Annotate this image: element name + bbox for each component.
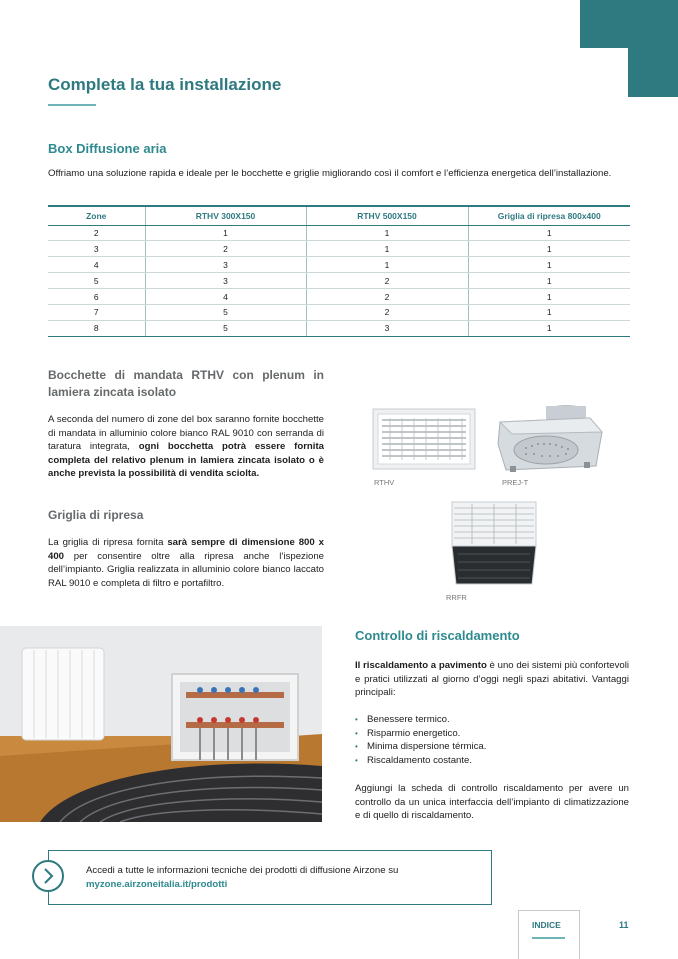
cta-text xyxy=(86,864,398,892)
controllo-intro-rest: è uno dei sistemi più confortevoli e pratici utilizzati al giorno d’oggi negli spazi abitativi. Vantaggi principali: xyxy=(355,660,629,698)
controllo-intro-bold: Il riscaldamento a pavimento xyxy=(355,660,487,671)
table-row xyxy=(48,225,630,241)
chevron-right-icon xyxy=(34,862,62,890)
table-cell: 3 xyxy=(48,241,145,257)
rthv-grille-image xyxy=(372,408,476,470)
griglia-text xyxy=(48,536,324,590)
table-cell: 6 xyxy=(48,289,145,305)
controllo-outro: Aggiungi la scheda di controllo riscaldamento per avere un controllo da un unica interfaccia dell’impianto di climatizzazione e di quello di riscaldamento. xyxy=(355,783,629,821)
bocchette-title: Bocchette di mandata RTHV con plenum in lamiera zincata isolato xyxy=(48,368,324,399)
controllo-title: Controllo di riscaldamento xyxy=(355,628,520,643)
griglia-title: Griglia di ripresa xyxy=(48,508,144,522)
corner-decoration xyxy=(580,0,678,48)
table-row xyxy=(48,289,630,305)
corner-decoration xyxy=(628,48,678,97)
rrfr-grille-image xyxy=(450,500,538,588)
table-cell: 4 xyxy=(48,257,145,273)
list-item: • Riscaldamento costante. xyxy=(355,754,486,768)
list-item: • Benessere termico. xyxy=(355,713,486,727)
table-cell: 1 xyxy=(468,320,630,336)
table-cell: 2 xyxy=(48,225,145,241)
benefits-list xyxy=(355,713,486,767)
table-cell: 1 xyxy=(468,257,630,273)
bocchette-text-plain: A seconda del numero di zone del box saranno fornite bocchette di mandata in alluminio colore bianco RAL 9010 con serranda di taratura integrata, xyxy=(48,414,324,452)
table-cell: 5 xyxy=(48,273,145,289)
table-cell: 5 xyxy=(145,304,306,320)
cta-link[interactable]: myzone.airzoneitalia.it/prodotti xyxy=(86,879,228,890)
table-cell: 3 xyxy=(306,320,468,336)
table-cell: 1 xyxy=(468,225,630,241)
griglia-text-bold: sarà sempre di dimensione 800 x 400 xyxy=(48,537,324,562)
index-underline xyxy=(532,937,565,939)
table-cell: 7 xyxy=(48,304,145,320)
bocchette-text xyxy=(48,413,324,481)
underfloor-heating-photo xyxy=(0,626,322,822)
table-cell: 2 xyxy=(306,304,468,320)
page-number: 11 xyxy=(619,920,629,930)
table-cell: 1 xyxy=(306,257,468,273)
table-row xyxy=(48,320,630,336)
title-underline xyxy=(48,104,96,106)
table-row xyxy=(48,304,630,320)
griglia-text-a: La griglia di ripresa fornita xyxy=(48,537,168,548)
table-header: RTHV 500X150 xyxy=(306,206,468,225)
table-cell: 5 xyxy=(145,320,306,336)
table-cell: 2 xyxy=(306,289,468,305)
controllo-intro xyxy=(355,659,629,700)
table-cell: 3 xyxy=(145,257,306,273)
table-cell: 1 xyxy=(468,289,630,305)
table-cell: 1 xyxy=(306,225,468,241)
table-cell: 2 xyxy=(145,241,306,257)
table-row xyxy=(48,241,630,257)
table-cell: 1 xyxy=(468,241,630,257)
table-row xyxy=(48,273,630,289)
table-header: Griglia di ripresa 800x400 xyxy=(468,206,630,225)
rthv-label: RTHV xyxy=(374,478,395,487)
table-cell: 2 xyxy=(306,273,468,289)
box-intro: Offriamo una soluzione rapida e ideale per le bocchette e griglie migliorando così il comfort e l’efficienza energetica dell’installazione. xyxy=(48,168,612,179)
table-row xyxy=(48,257,630,273)
griglia-text-c: per consentire oltre alla ripresa anche l’ispezione dell’impianto. Griglia realizzata in alluminio colore bianco laccato RAL 9010 e completa di filtro e portafiltro. xyxy=(48,550,324,589)
list-item: • Risparmio energetico. xyxy=(355,727,486,741)
list-item: • Minima dispersione térmica. xyxy=(355,740,486,754)
table-cell: 1 xyxy=(468,273,630,289)
table-header: RTHV 300X150 xyxy=(145,206,306,225)
rrfr-label: RRFR xyxy=(446,593,467,602)
page-title: Completa la tua installazione xyxy=(48,75,282,94)
prej-label: PREJ-T xyxy=(502,478,529,487)
zones-table xyxy=(48,205,630,337)
bocchette-text-bold: ogni bocchetta potrà essere fornita completa del relativo plenum in lamiera zincata isolato o è anche prevista la possibilità di vendita sciolta. xyxy=(48,441,324,479)
index-tab[interactable] xyxy=(518,910,580,959)
table-cell: 8 xyxy=(48,320,145,336)
table-header-row xyxy=(48,206,630,225)
cta-arrow-button[interactable] xyxy=(32,860,64,892)
section-title-box: Box Diffusione aria xyxy=(48,141,167,156)
table-cell: 1 xyxy=(306,241,468,257)
table-cell: 3 xyxy=(145,273,306,289)
table-cell: 1 xyxy=(145,225,306,241)
table-cell: 1 xyxy=(468,304,630,320)
table-cell: 4 xyxy=(145,289,306,305)
table-header: Zone xyxy=(48,206,145,225)
index-label[interactable]: INDICE xyxy=(532,920,561,930)
cta-description: Accedi a tutte le informazioni tecniche dei prodotti di diffusione Airzone su xyxy=(86,865,399,876)
prej-plenum-image xyxy=(496,404,604,474)
